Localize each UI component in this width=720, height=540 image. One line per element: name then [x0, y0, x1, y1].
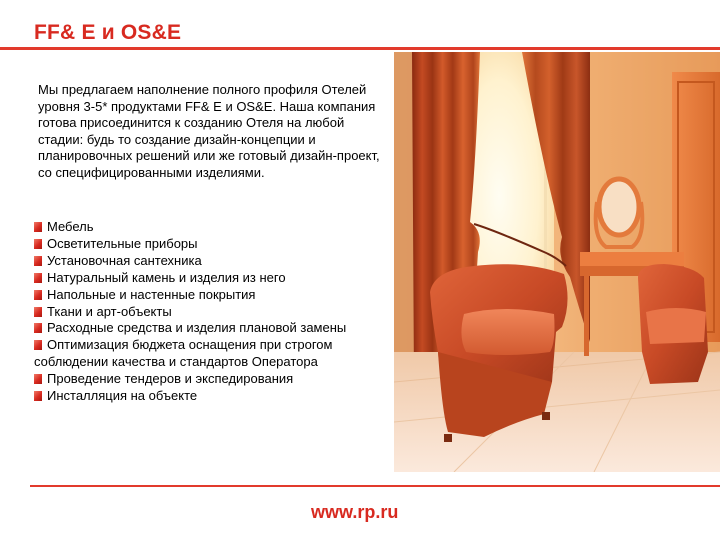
list-item: Осветительные приборы — [34, 236, 374, 253]
list-item: Проведение тендеров и экспедирования — [34, 371, 374, 388]
list-item: Инсталляция на объекте — [34, 388, 374, 405]
list-item: Расходные средства и изделия плановой замены — [34, 320, 374, 337]
square-bullet-icon — [34, 374, 42, 384]
square-bullet-icon — [34, 323, 42, 333]
list-item: Напольные и настенные покрытия — [34, 287, 374, 304]
square-bullet-icon — [34, 391, 42, 401]
list-item: Ткани и арт-объекты — [34, 304, 374, 321]
square-bullet-icon — [34, 239, 42, 249]
square-bullet-icon — [34, 307, 42, 317]
square-bullet-icon — [34, 256, 42, 266]
square-bullet-icon — [34, 222, 42, 232]
slide-title: FF& E и OS&E — [34, 21, 182, 44]
square-bullet-icon — [34, 290, 42, 300]
services-list — [34, 219, 374, 405]
list-item: Мебель — [34, 219, 374, 236]
website-link[interactable]: www.rp.ru — [311, 502, 399, 522]
square-bullet-icon — [34, 273, 42, 283]
bottom-divider — [30, 485, 720, 487]
intro-paragraph: Мы предлагаем наполнение полного профиля Отелей уровня 3-5* продуктами FF& E и OS&E. Наша компания готова присоединится к созданию Отеля на любой стадии: будь то создание дизайн-концепции и планировочных решений или же готовый дизайн-проект, со специфицированными изделиями. — [38, 82, 380, 180]
top-divider — [0, 47, 720, 50]
list-item: Установочная сантехника — [34, 253, 374, 270]
list-item: Оптимизация бюджета оснащения при строгом соблюдении качества и стандартов Оператора — [34, 337, 333, 370]
list-item: Натуральный камень и изделия из него — [34, 270, 374, 287]
square-bullet-icon — [34, 340, 42, 350]
hotel-room-photo — [394, 52, 720, 472]
